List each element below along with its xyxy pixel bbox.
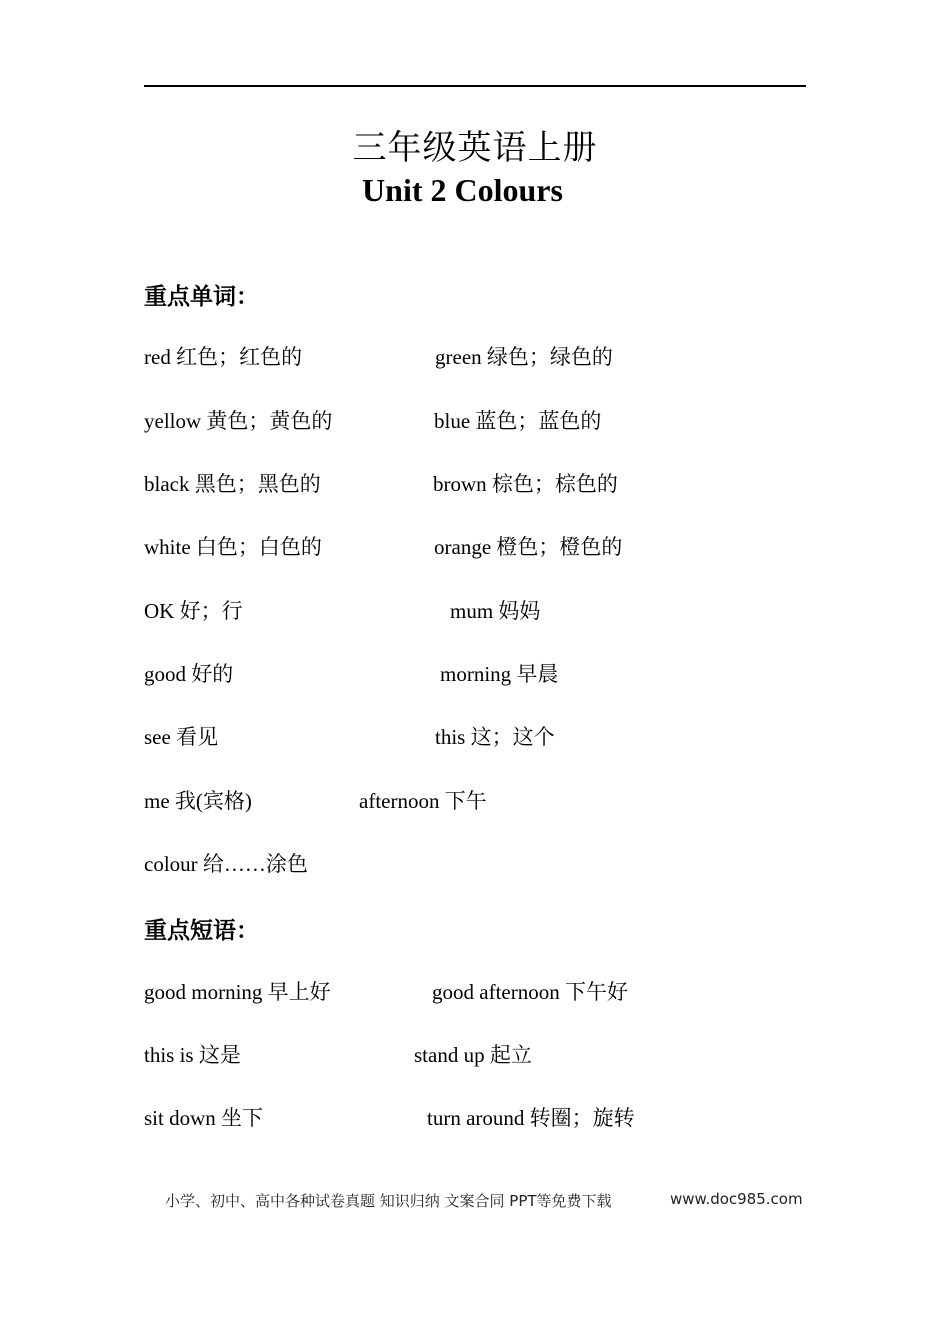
word-item: afternoon 下午 xyxy=(359,789,487,813)
key-words-heading: 重点单词： xyxy=(144,284,259,310)
footer-text: 小学、初中、高中各种试卷真题 知识归纳 文案合同 PPT等免费下载 xyxy=(165,1192,612,1210)
footer xyxy=(165,1190,805,1211)
word-item: blue 蓝色；蓝色的 xyxy=(434,409,602,433)
word-item: OK 好；行 xyxy=(144,599,243,623)
word-item: colour 给……涂色 xyxy=(144,852,308,876)
phrase-item: good morning 早上好 xyxy=(144,980,331,1004)
word-item: me 我(宾格) xyxy=(144,789,252,813)
page-title-cn: 三年级英语上册 xyxy=(352,130,598,167)
word-item: yellow 黄色；黄色的 xyxy=(144,409,333,433)
word-item: green 绿色；绿色的 xyxy=(435,345,613,369)
phrase-item: turn around 转圈；旋转 xyxy=(427,1106,635,1130)
key-phrases-heading: 重点短语： xyxy=(144,918,259,944)
word-item: orange 橙色；橙色的 xyxy=(434,535,623,559)
word-item: white 白色；白色的 xyxy=(144,535,322,559)
word-item: good 好的 xyxy=(144,662,234,686)
word-item: this 这；这个 xyxy=(435,725,555,749)
top-rule xyxy=(144,85,806,87)
phrase-item: good afternoon 下午好 xyxy=(432,980,628,1004)
page-title-en: Unit 2 Colours xyxy=(362,172,563,208)
word-item: black 黑色；黑色的 xyxy=(144,472,321,496)
phrase-item: stand up 起立 xyxy=(414,1043,532,1067)
footer-url[interactable]: www.doc985.com xyxy=(670,1190,803,1208)
phrase-item: sit down 坐下 xyxy=(144,1106,264,1130)
word-item: see 看见 xyxy=(144,725,219,749)
word-item: red 红色；红色的 xyxy=(144,345,303,369)
word-item: morning 早晨 xyxy=(440,662,559,686)
word-item: mum 妈妈 xyxy=(450,599,541,623)
word-item: brown 棕色；棕色的 xyxy=(433,472,618,496)
phrase-item: this is 这是 xyxy=(144,1043,241,1067)
